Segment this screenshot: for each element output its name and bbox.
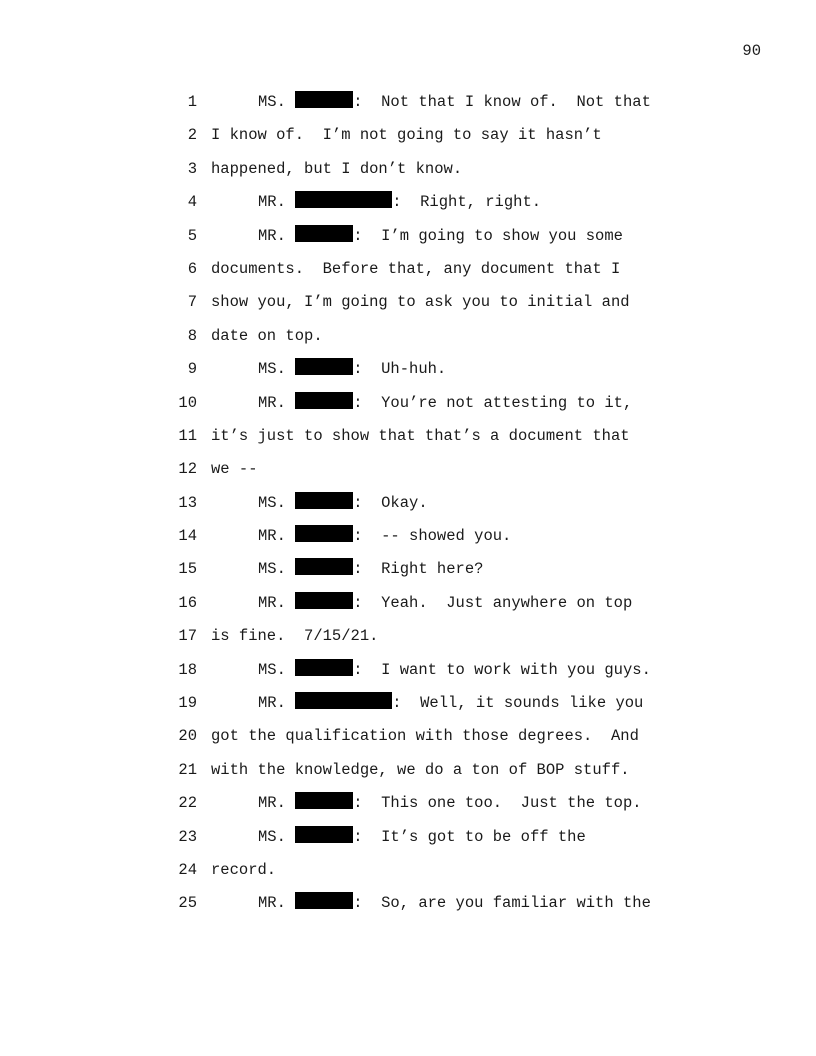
transcript-line [0, 787, 816, 820]
speaker-text: Right here? [381, 560, 484, 579]
speaker-turn: MR. : So, are you familiar with the [258, 894, 651, 913]
page-number: 90 [742, 42, 761, 60]
transcript-line [0, 720, 816, 753]
speaker-turn: MR. : You’re not attesting to it, [258, 393, 633, 412]
speaker-title: MR. [258, 593, 286, 612]
speaker-title: MS. [258, 493, 286, 512]
speaker-text: Okay. [381, 493, 428, 512]
continuation-text: got the qualification with those degrees. And [211, 727, 639, 746]
speaker-turn: MS. : Okay. [258, 493, 428, 512]
redacted-name [295, 592, 353, 609]
speaker-text: It’s got to be off the [381, 827, 586, 846]
line-number: 22 [178, 794, 197, 813]
speaker-title: MS. [258, 360, 286, 379]
continuation-text: show you, I’m going to ask you to initial and [211, 293, 630, 312]
line-number: 21 [178, 760, 197, 779]
speaker-title: MR. [258, 393, 286, 412]
transcript-line [0, 754, 816, 787]
transcript-line [0, 453, 816, 486]
line-number: 17 [178, 627, 197, 646]
redacted-name [295, 392, 353, 409]
redacted-name [295, 191, 392, 208]
redacted-name [295, 492, 353, 509]
speaker-title: MR. [258, 794, 286, 813]
redacted-name [295, 892, 353, 909]
transcript-line [0, 587, 816, 620]
transcript-body [0, 86, 816, 921]
speaker-title: MS. [258, 660, 286, 679]
speaker-text: Right, right. [420, 193, 542, 212]
transcript-line [0, 353, 816, 386]
transcript-line [0, 220, 816, 253]
speaker-text: You’re not attesting to it, [381, 393, 633, 412]
line-number: 7 [187, 293, 197, 312]
speaker-title: MR. [258, 894, 286, 913]
speaker-turn: MS. : It’s got to be off the [258, 827, 586, 846]
continuation-text: I know of. I’m not going to say it hasn’t [211, 126, 602, 145]
line-number: 4 [187, 193, 197, 212]
speaker-text: Not that I know of. Not that [381, 93, 651, 111]
transcript-line [0, 286, 816, 319]
line-number: 10 [178, 393, 197, 412]
redacted-name [295, 91, 353, 108]
transcript-line [0, 553, 816, 586]
speaker-text: -- showed you. [381, 527, 512, 546]
transcript-line [0, 654, 816, 687]
speaker-turn: MR. : Well, it sounds like you [258, 694, 644, 713]
line-number: 6 [187, 259, 197, 278]
speaker-text: I want to work with you guys. [381, 660, 651, 679]
line-number: 13 [178, 493, 197, 512]
redacted-name [295, 692, 392, 709]
speaker-title: MS. [258, 560, 286, 579]
speaker-turn: MR. : -- showed you. [258, 527, 512, 546]
line-number: 15 [178, 560, 197, 579]
line-number: 16 [178, 593, 197, 612]
line-number: 5 [187, 226, 197, 245]
speaker-turn: MR. : This one too. Just the top. [258, 794, 642, 813]
continuation-text: we -- [211, 460, 258, 479]
transcript-line [0, 186, 816, 219]
transcript-line [0, 420, 816, 453]
line-number: 1 [187, 93, 197, 111]
transcript-line [0, 687, 816, 720]
line-number: 18 [178, 660, 197, 679]
line-number: 2 [187, 126, 197, 145]
line-number: 19 [178, 694, 197, 713]
transcript-line [0, 520, 816, 553]
speaker-turn: MR. : Yeah. Just anywhere on top [258, 593, 633, 612]
speaker-text: I’m going to show you some [381, 226, 623, 245]
transcript-line [0, 387, 816, 420]
speaker-turn: MR. : I’m going to show you some [258, 226, 623, 245]
redacted-name [295, 792, 353, 809]
transcript-line [0, 119, 816, 152]
line-number: 9 [187, 360, 197, 379]
continuation-text: with the knowledge, we do a ton of BOP stuff. [211, 760, 630, 779]
transcript-line [0, 887, 816, 920]
speaker-turn: MS. : Uh-huh. [258, 360, 447, 379]
redacted-name [295, 525, 353, 542]
line-number: 25 [178, 894, 197, 913]
transcript-line [0, 854, 816, 887]
redacted-name [295, 826, 353, 843]
continuation-text: date on top. [211, 326, 323, 345]
line-number: 14 [178, 527, 197, 546]
continuation-text: record. [211, 860, 277, 879]
speaker-title: MS. [258, 827, 286, 846]
speaker-title: MR. [258, 226, 286, 245]
line-number: 23 [178, 827, 197, 846]
speaker-turn: MS. : Not that I know of. Not that [258, 93, 651, 111]
transcript-line [0, 487, 816, 520]
redacted-name [295, 659, 353, 676]
speaker-text: So, are you familiar with the [381, 894, 651, 913]
line-number: 20 [178, 727, 197, 746]
continuation-text: is fine. 7/15/21. [211, 627, 379, 646]
transcript-line [0, 320, 816, 353]
speaker-title: MR. [258, 694, 286, 713]
continuation-text: documents. Before that, any document that I [211, 259, 621, 278]
line-number: 24 [178, 860, 197, 879]
speaker-text: Yeah. Just anywhere on top [381, 593, 633, 612]
transcript-line [0, 620, 816, 653]
continuation-text: it’s just to show that that’s a document that [211, 426, 630, 445]
redacted-name [295, 225, 353, 242]
speaker-text: This one too. Just the top. [381, 794, 642, 813]
speaker-turn: MS. : I want to work with you guys. [258, 660, 651, 679]
transcript-line [0, 253, 816, 286]
line-number: 11 [178, 426, 197, 445]
line-number: 3 [187, 159, 197, 178]
speaker-text: Uh-huh. [381, 360, 447, 379]
transcript-line [0, 86, 816, 119]
redacted-name [295, 358, 353, 375]
redacted-name [295, 558, 353, 575]
transcript-line [0, 153, 816, 186]
speaker-title: MS. [258, 93, 286, 111]
transcript-line [0, 821, 816, 854]
speaker-title: MR. [258, 193, 286, 212]
line-number: 12 [178, 460, 197, 479]
speaker-turn: MS. : Right here? [258, 560, 484, 579]
speaker-title: MR. [258, 527, 286, 546]
speaker-text: Well, it sounds like you [420, 694, 644, 713]
speaker-turn: MR. : Right, right. [258, 193, 542, 212]
line-number: 8 [187, 326, 197, 345]
continuation-text: happened, but I don’t know. [211, 159, 463, 178]
